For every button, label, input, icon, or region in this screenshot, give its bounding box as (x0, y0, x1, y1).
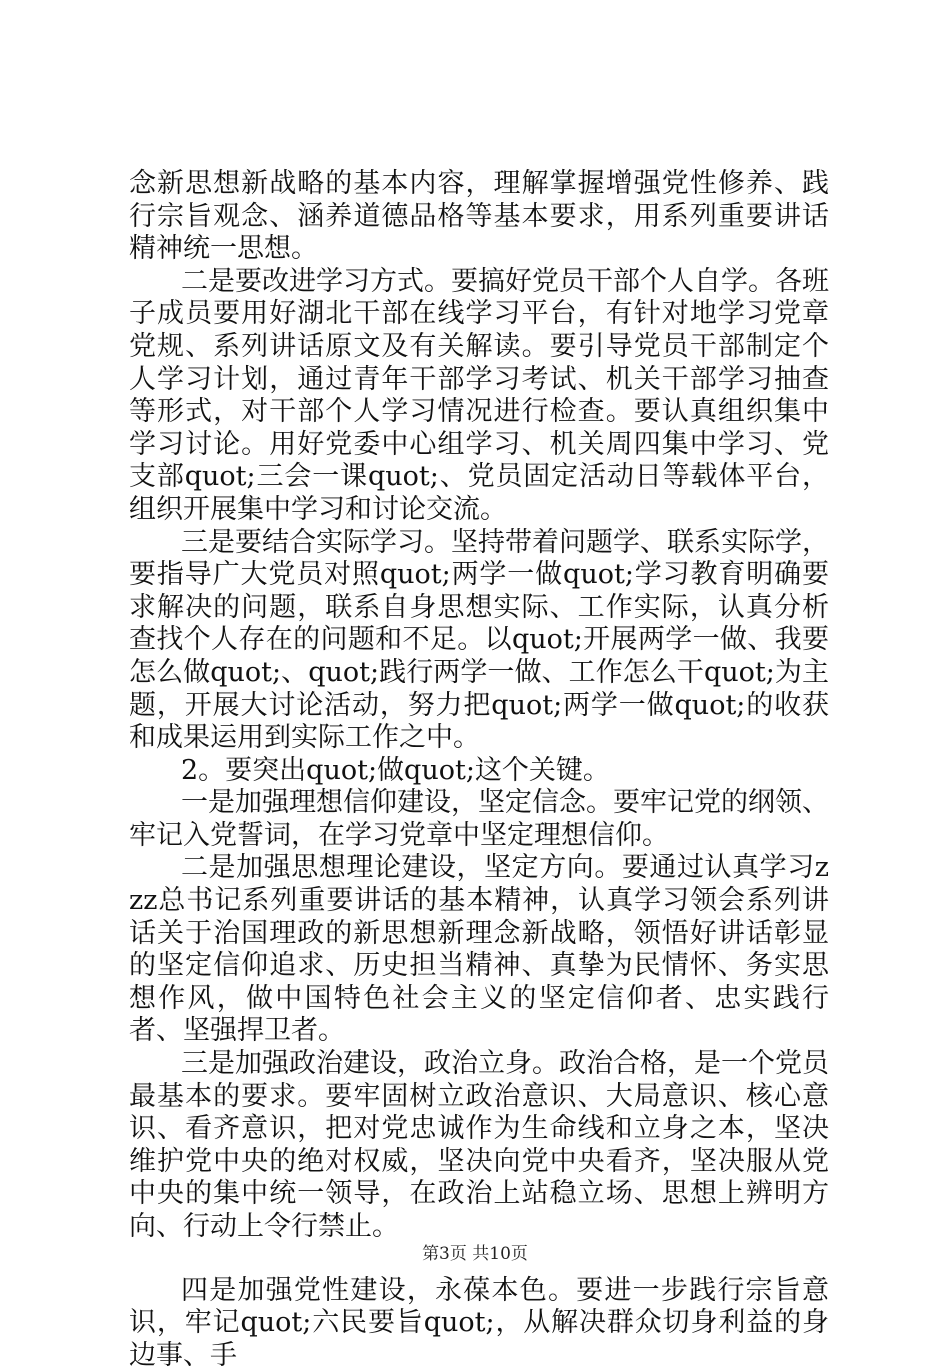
paragraph-study-method: 二是要改进学习方式。要搞好党员干部个人自学。各班子成员要用好湖北干部在线学习平台，有针对地学习党章党规、系列讲话原文及有关解读。要引导党员干部制定个人学习计划，通过青年干部学习考试、机关干部学习抽查等形式，对干部个人学习情况进行检查。要认真组织集中学习讨论。用好党委中心组学习、机关周四集中学习、党支部quot;三会一课quot;、党员固定活动日等载体平台，组织开展集中学习和讨论交流。 (129, 265, 829, 525)
paragraph-ideological-theory: 二是加强思想理论建设，坚定方向。要通过认真学习zzz总书记系列重要讲话的基本精神，认真学习领会系列讲话关于治国理政的新思想新理念新战略，领悟好讲话彰显的坚定信仰追求、历史担当精神、真挚为民情怀、务实思想作风，做中国特色社会主义的坚定信仰者、忠实践行者、坚强捍卫者。 (129, 852, 829, 1047)
paragraph-party-spirit: 四是加强党性建设，永葆本色。要进一步践行宗旨意识，牢记quot;六民要旨quot;，从解决群众切身利益的身边事、手 (129, 1274, 829, 1371)
paragraph-ideal-belief: 一是加强理想信仰建设，坚定信念。要牢记党的纲领、牢记入党誓词，在学习党章中坚定理想信仰。 (129, 787, 829, 851)
paragraph-continuation: 念新思想新战略的基本内容，理解掌握增强党性修养、践行宗旨观念、涵养道德品格等基本要求，用系列重要讲话精神统一思想。 (129, 168, 829, 265)
section-heading-key-point: 2。要突出quot;做quot;这个关键。 (181, 754, 610, 786)
document-body (129, 168, 829, 1372)
paragraph-political-construction: 三是加强政治建设，政治立身。政治合格，是一个党员最基本的要求。要牢固树立政治意识、大局意识、核心意识、看齐意识，把对党忠诚作为生命线和立身之本，坚决维护党中央的绝对权威，坚决向党中央看齐，坚决服从党中央的集中统一领导，在政治上站稳立场、思想上辨明方向、行动上令行禁止。 (129, 1048, 829, 1242)
paragraph-practical-study: 三是要结合实际学习。坚持带着问题学、联系实际学，要指导广大党员对照quot;两学一做quot;学习教育明确要求解决的问题，联系自身思想实际、工作实际，认真分析查找个人存在的问题和不足。以quot;开展两学一做、我要怎么做quot;、quot;践行两学一做、工作怎么干quot;为主题，开展大讨论活动，努力把quot;两学一做quot;的收获和成果运用到实际工作之中。 (129, 526, 829, 754)
page-number-indicator: 第3页 共10页 (422, 1244, 528, 1264)
page-footer (0, 1243, 950, 1265)
